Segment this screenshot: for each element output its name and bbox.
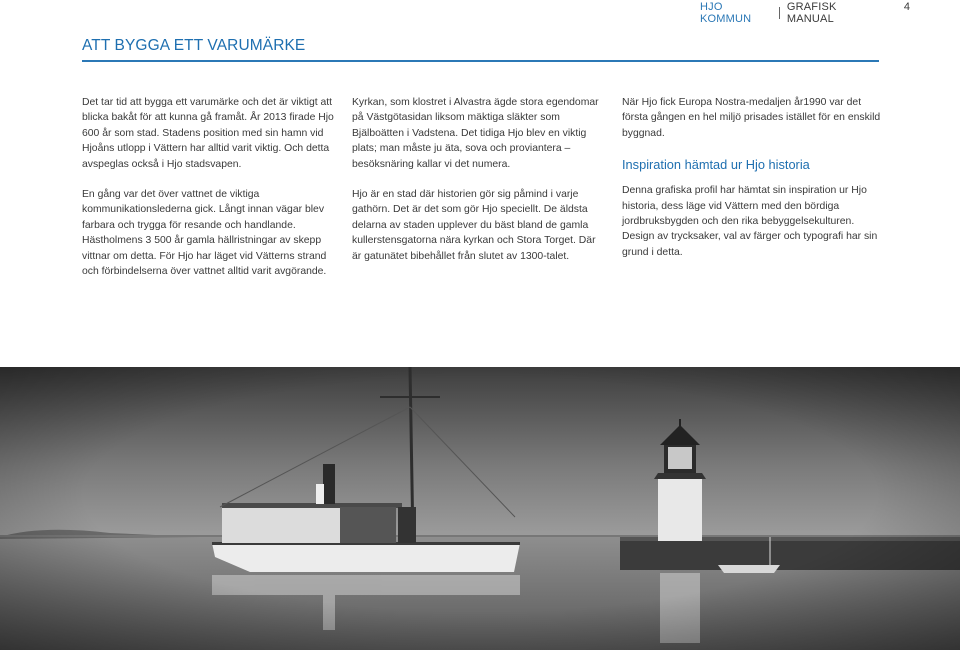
header-divider: [779, 7, 780, 19]
harbor-photo: [0, 367, 960, 650]
paragraph: Hjo är en stad där historien gör sig påmind i varje gathörn. Det är det som gör Hjo speciellt. De äldsta delarna av staden upplever du bäst bland de gamla kullerstensgatorna nära kyrkan och Stora Torget. Där är gatunätet bibehållet från slutet av 1300-talet.: [352, 189, 596, 262]
section-subheading: Inspiration hämtad ur Hjo historia: [622, 157, 810, 173]
paragraph: Denna grafiska profil har hämtat sin inspiration ur Hjo historia, dess läge vid Vättern med den bördiga jordbruksbygden och den rika bebyggelsekulturen. Design av trycksaker, val av färger och typografi har sin grund i detta.: [622, 185, 878, 258]
paragraph: Det tar tid att bygga ett varumärke och det är viktigt att blicka bakåt för att kunna gå framåt. År 2013 firade Hjo 600 år som stad. Stadens position med sin hamn vid Hjoåns utlopp i Vättern har alltid varit viktig. Och detta avspeglas också i Hjo stadsvapen.: [82, 97, 334, 170]
header-brand-line: [700, 1, 880, 25]
page-header: [700, 1, 910, 25]
paragraph: En gång var det över vattnet de viktiga kommunikationslederna gick. Långt innan vägar blev farbara och trygga för resande och handlande. Hästholmens 3 500 år gamla hällristningar av skepp vittnar om detta. För Hjo har läget vid Vätterns strand och förbindelserna över vattnet alltid varit avgörande.: [82, 189, 327, 278]
text-column-2: [352, 95, 607, 279]
text-column-1: [82, 95, 337, 294]
paragraph: Kyrkan, som klostret i Alvastra ägde stora egendomar på Västgötasidan liksom mäktiga släkter som Bjälboätten i Vadstena. Det tidiga Hjo blev en viktig plats; man måste ju äta, sova och proviantera – besöksnäring kallar vi det numera.: [352, 97, 599, 170]
header-doc-title: GRAFISK MANUAL: [786, 1, 837, 25]
page-number: 4: [903, 1, 910, 13]
page-title: ATT BYGGA ETT VARUMÄRKE: [82, 37, 306, 54]
text-column-3: [622, 95, 882, 275]
paragraph: När Hjo fick Europa Nostra-medaljen år1990 var det första gången en hel miljö prisades istället för en enskild byggnad.: [622, 97, 881, 139]
title-rule: [82, 60, 879, 62]
header-brand: HJO KOMMUN: [700, 1, 752, 25]
